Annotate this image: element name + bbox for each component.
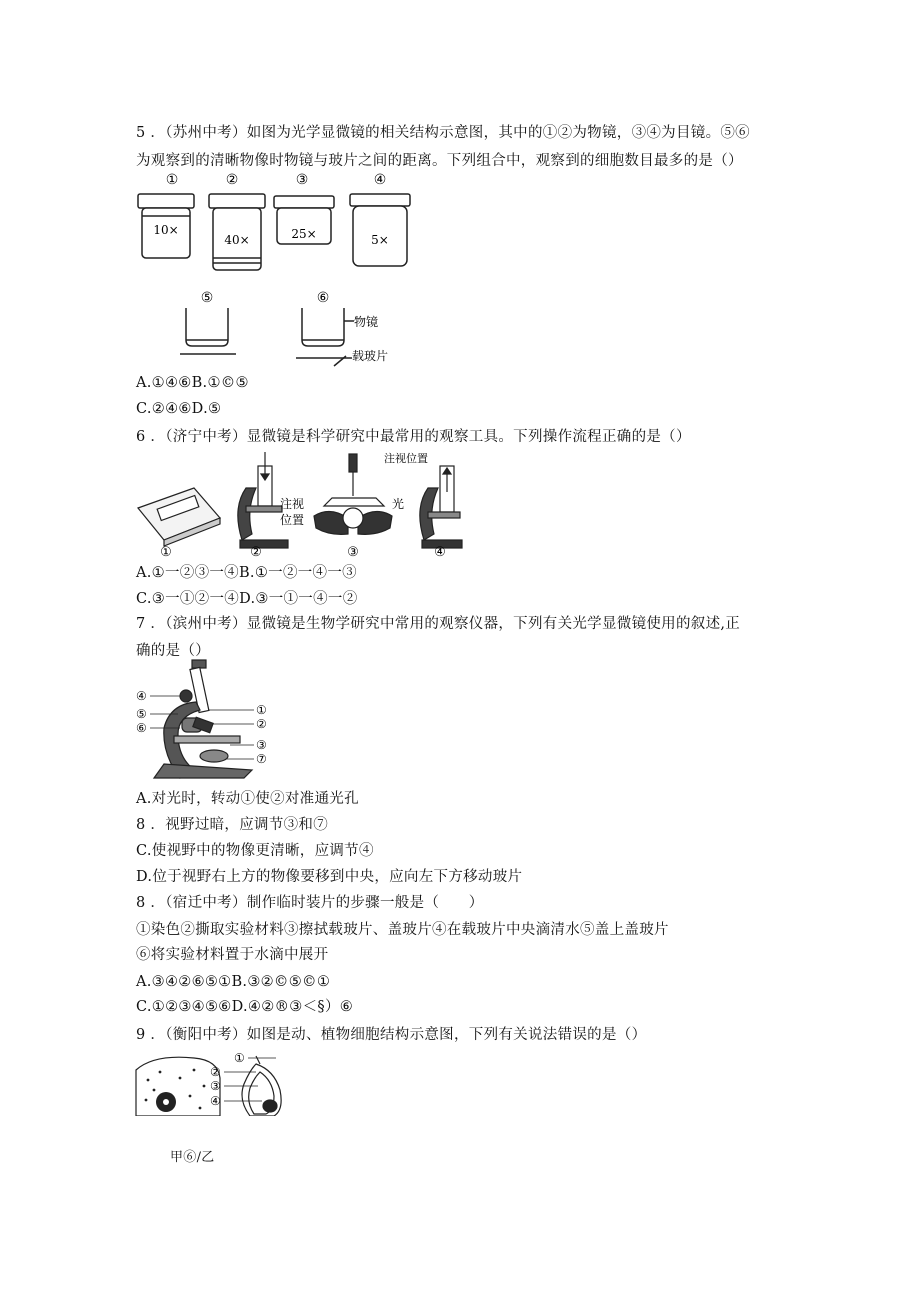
- q6-stem-line-1: 6 ．（济宁中考）显微镜是科学研究中最常用的观察工具。下列操作流程正确的是（）: [136, 429, 691, 445]
- q7-stem-line-2: 确的是（）: [136, 643, 210, 659]
- cell-figure: [134, 1050, 284, 1116]
- cell-label-4: ④: [210, 1094, 221, 1108]
- q7-option-c: C.使视野中的物像更清晰，应调节④: [136, 843, 374, 859]
- mic-label-2: ②: [256, 717, 267, 731]
- q7-stem-line-1: 7 ．（滨州中考）显微镜是生物学研究中常用的观察仪器，下列有关光学显微镜使用的叙述,正: [136, 616, 741, 632]
- distance-diagram-6: [296, 308, 354, 366]
- step-number-1: ①: [160, 545, 172, 558]
- distance-number-5: ⑤: [200, 290, 214, 306]
- mic-label-4: ④: [136, 689, 147, 703]
- label-light: 光: [392, 497, 405, 511]
- q9-stem-line-1: 9 ．（衡阳中考）如图是动、植物细胞结构示意图，下列有关说法错误的是（）: [136, 1027, 647, 1043]
- label-watch-1: 注视: [280, 497, 305, 511]
- lens-mag-4: 5×: [371, 233, 389, 247]
- q8-stem-line-2: ①染色②撕取实验材料③擦拭载玻片、盖玻片④在载玻片中央滴清水⑤盖上盖玻片: [136, 922, 669, 938]
- q7-option-b: 8 ．视野过暗，应调节③和⑦: [136, 817, 329, 833]
- q7-option-a: A.对光时，转动①使②对准通光孔: [136, 791, 359, 807]
- step-number-4: ④: [434, 545, 446, 558]
- lens-mag-1: 10×: [153, 223, 179, 237]
- mic-label-6: ⑥: [136, 721, 147, 735]
- mic-label-5: ⑤: [136, 707, 147, 721]
- animal-cell-illustration: [136, 1057, 220, 1116]
- microscope-figure: [134, 658, 274, 782]
- q8-options-ab: A.③④②⑥⑤①B.③②©⑤©①: [136, 974, 331, 990]
- step-number-3: ③: [347, 545, 359, 558]
- step1-slide-illustration: [138, 488, 220, 546]
- lens-mag-3: 25×: [291, 227, 317, 241]
- q8-stem-line-1: 8 ．（宿迁中考）制作临时装片的步骤一般是（ ）: [136, 895, 484, 911]
- cell-label-2: ②: [210, 1065, 221, 1079]
- label-watch-position: 注视位置: [384, 452, 428, 465]
- q5-stem-line-1: 5 ．（苏州中考）如图为光学显微镜的相关结构示意图，其中的①②为物镜，③④为目镜。⑤⑥: [136, 125, 750, 141]
- cell-label-3: ③: [210, 1079, 221, 1093]
- operation-steps-figure: [134, 448, 464, 558]
- mic-label-7: ⑦: [256, 752, 267, 766]
- q5-options-cd: C.②④⑥D.⑤: [136, 401, 222, 417]
- step4-microscope-illustration: [420, 466, 462, 548]
- q9-figure-caption: 甲⑥/乙: [170, 1150, 215, 1165]
- mic-label-1: ①: [256, 703, 267, 717]
- q8-stem-line-3: ⑥将实验材料置于水滴中展开: [136, 947, 329, 963]
- distance-number-6: ⑥: [316, 290, 330, 306]
- step-number-2: ②: [250, 545, 262, 558]
- label-watch-2: 位置: [280, 513, 305, 527]
- label-objective: 物镜: [354, 315, 379, 329]
- q5-options-ab: A.①④⑥B.①©⑤: [136, 375, 249, 391]
- lens-mag-2: 40×: [224, 233, 250, 247]
- q7-option-d: D.位于视野右上方的物像要移到中央，应向左下方移动玻片: [136, 869, 523, 885]
- q5-stem-line-2: 为观察到的清晰物像时物镜与玻片之间的距离。下列组合中，观察到的细胞数目最多的是（）: [136, 153, 743, 169]
- lens-number-4: ④: [373, 172, 387, 188]
- lens-number-2: ②: [225, 172, 239, 188]
- mic-label-3: ③: [256, 738, 267, 752]
- eyepiece-lens-5x: [350, 194, 410, 266]
- lens-number-1: ①: [165, 172, 179, 188]
- lens-figure: [134, 168, 424, 378]
- q6-options-cd: C.③一①②一④D.③一①一④一②: [136, 591, 358, 607]
- step3-hands-illustration: [314, 454, 392, 534]
- label-slide: 载玻片: [352, 349, 389, 363]
- cell-label-1: ①: [234, 1051, 245, 1065]
- q6-options-ab: A.①一②③一④B.①一②一④一③: [136, 565, 357, 581]
- objective-lens-40x: [209, 194, 265, 270]
- lens-number-3: ③: [295, 172, 309, 188]
- distance-diagram-5: [180, 308, 236, 354]
- microscope-illustration: [154, 660, 252, 778]
- q8-options-cd: C.①②③④⑤⑥D.④②®③＜§）⑥: [136, 999, 354, 1015]
